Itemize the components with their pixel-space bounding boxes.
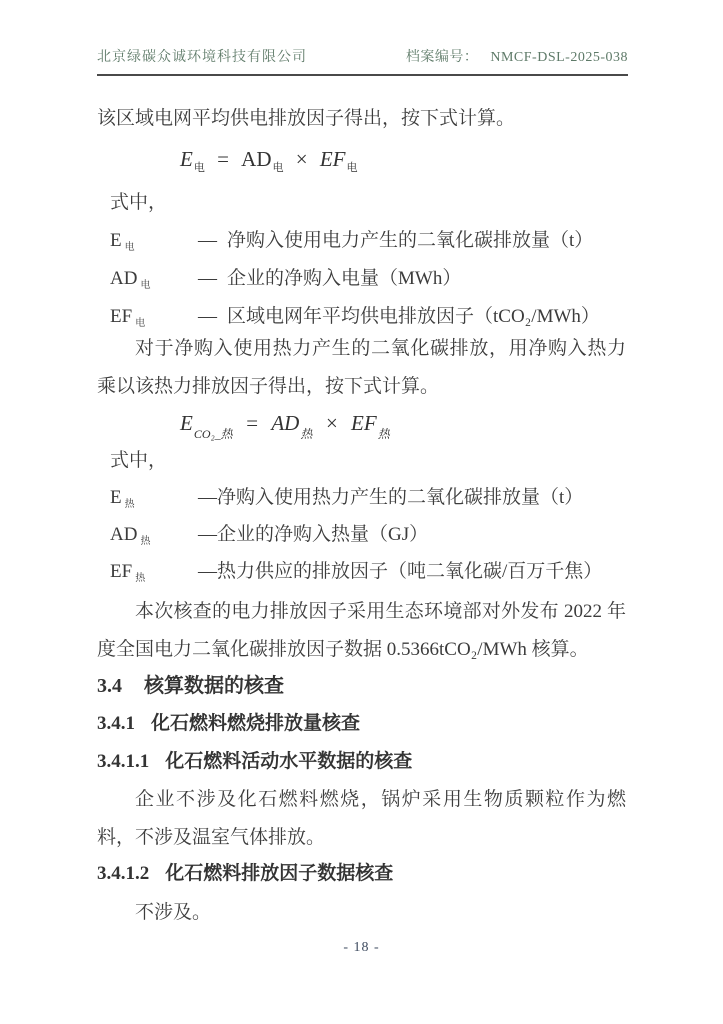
symbol-ad-heat: AD $_热$ [110,524,151,547]
definition-text: 热力供应的排放因子（吨二氧化碳/百万千焦） [217,561,603,582]
formula-heat-emission [180,408,626,440]
definition-text: 企业的净购入电量（MWh） [227,268,462,289]
formula-sub-ef: 电 [346,162,358,174]
where-label-1: 式中， [110,192,168,213]
formula-term-ef: EF [319,147,346,171]
dash: — [198,524,217,545]
equals-sign: = [244,411,260,435]
section-heading-3-4 [97,673,626,699]
definition-row-e-elec [110,228,626,254]
formula-sub-e: 电 [193,162,205,174]
symbol-ef-heat: EF $_热$ [110,561,146,584]
page-header [97,46,628,76]
page-footer [0,940,723,956]
paragraph-emission-factor: 本次核查的电力排放因子采用生态环境部对外发布 2022 年度全国电力二氧化碳排放因子数据 0.5366tCO₂/MWh 核算。 [97,601,626,660]
definition-text: 企业的净购入热量（GJ） [217,524,429,545]
dash: — [198,306,217,327]
formula-term-ef: EF [351,411,377,435]
definition-row-e-heat [110,485,626,511]
formula-electricity-emission [180,144,626,176]
dash: — [198,487,217,508]
page-number: - 18 - [343,940,380,955]
formula-term-e: E [180,147,193,171]
multiply-sign: × [295,147,308,171]
file-number-group [406,46,628,66]
page-content [97,100,626,932]
section-title: 化石燃料燃烧排放量核查 [151,713,361,734]
section-heading-3-4-1-2 [97,861,626,887]
section-number: 3.4.1.1 [97,751,150,772]
file-number-value: NMCF-DSL-2025-038 [490,50,628,65]
formula-sub-ad: 热 [300,427,313,441]
dash: — [198,561,217,582]
section-heading-3-4-1 [97,711,626,737]
definition-text: 净购入使用电力产生的二氧化碳排放量（t） [227,230,594,251]
section-title: 化石燃料排放因子数据核查 [165,863,394,884]
definition-row-ef-elec [110,304,626,330]
definitions-electricity [97,228,626,330]
formula-term-e: E [180,411,193,435]
definition-text: 净购入使用热力产生的二氧化碳排放量（t） [217,487,584,508]
formula-term-ad: AD [241,147,272,171]
where-label-2: 式中， [110,450,168,471]
formula-sub-ad: 电 [272,162,284,174]
file-number-label: 档案编号： [405,50,479,65]
dash: — [198,230,217,251]
section-title: 化石燃料活动水平数据的核查 [165,751,413,772]
equals-sign: = [217,147,229,171]
definition-row-ad-heat [110,522,626,548]
definition-row-ef-heat [110,559,626,585]
section-number: 3.4.1 [97,713,135,734]
company-name: 北京绿碳众诚环境科技有限公司 [97,50,307,65]
formula-term-ad: AD [271,411,300,435]
paragraph-heat-intro: 对于净购入使用热力产生的二氧化碳排放，用净购入热力乘以该热力排放因子得出，按下式计算。 [97,338,626,397]
symbol-ef-elec: EF $_电$ [110,306,146,329]
section-number: 3.4 [97,675,122,697]
formula-sub-ef: 热 [377,427,390,441]
definition-text: 区域电网年平均供电排放因子（tCO₂/MWh） [227,306,600,327]
section-number: 3.4.1.2 [97,863,150,884]
paragraph-not-applicable: 不涉及。 [135,902,212,923]
section-heading-3-4-1-1 [97,749,626,775]
multiply-sign: × [324,411,339,435]
definition-row-ad-elec [110,266,626,292]
paragraph-grid-factor-intro: 该区域电网平均供电排放因子得出，按下式计算。 [97,108,516,129]
definitions-heat [97,485,626,585]
dash: — [198,268,217,289]
symbol-ad-elec: AD $_电$ [110,268,151,291]
paragraph-fossil-fuel: 企业不涉及化石燃料燃烧，锅炉采用生物质颗粒作为燃料，不涉及温室气体排放。 [97,789,626,848]
formula-sub-e: CO₂_热 [193,427,233,441]
section-title: 核算数据的核查 [144,675,284,697]
symbol-e-elec: E $_电$ [110,230,135,253]
symbol-e-heat: E $_热$ [110,487,135,510]
